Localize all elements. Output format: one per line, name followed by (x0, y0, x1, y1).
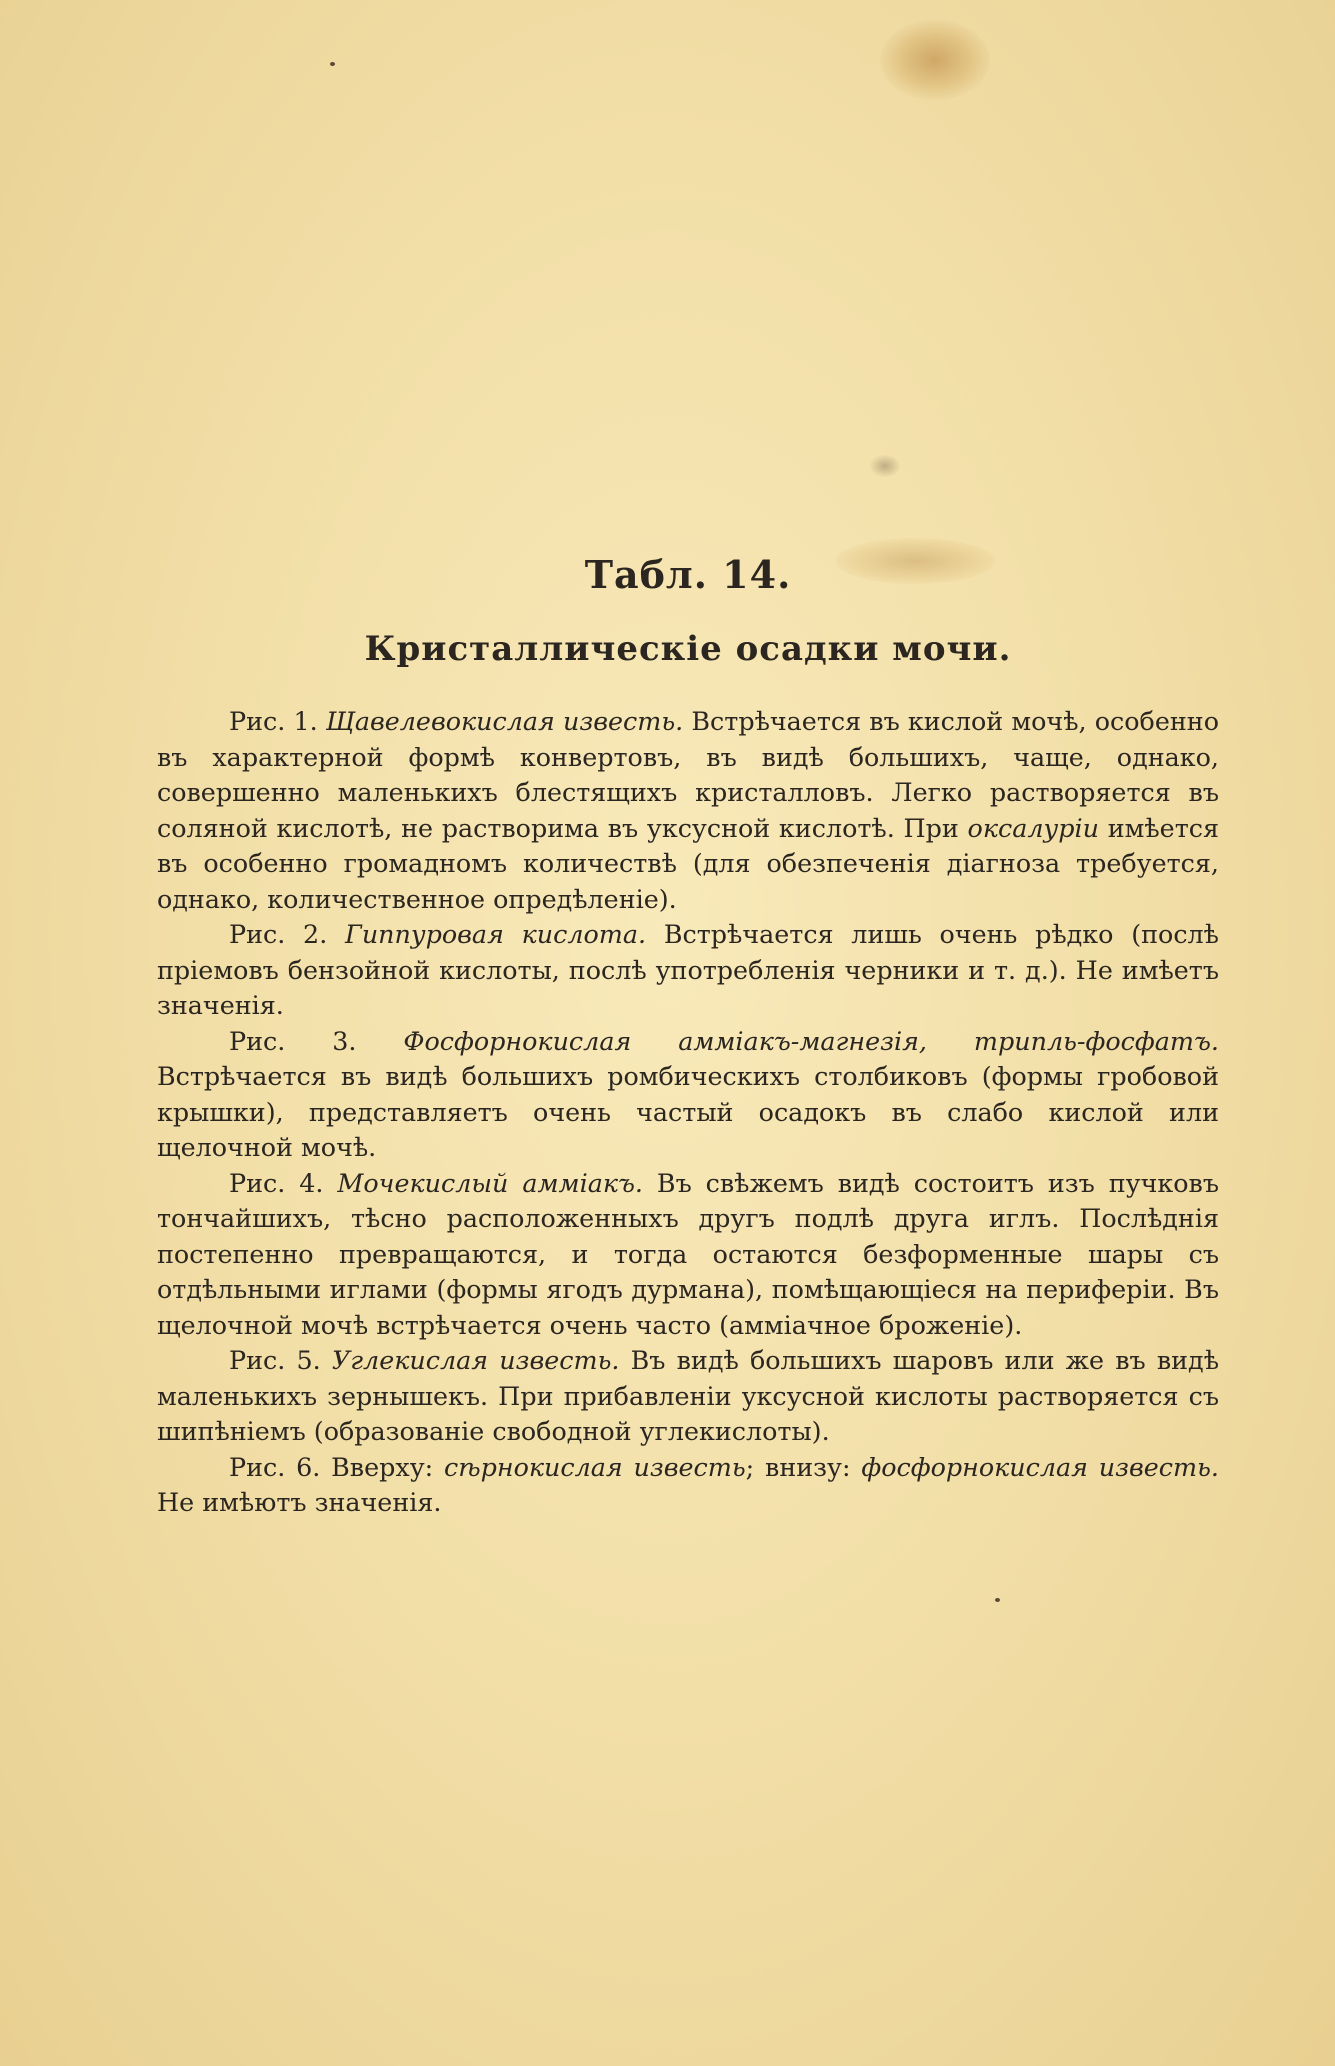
paper-speck (995, 1598, 1000, 1602)
figure-name: Углекислая известь. (331, 1345, 620, 1375)
paper-stain (870, 455, 900, 477)
figure-name: сѣрнокислая известь (444, 1451, 746, 1482)
figure-name: Щавелевокислая известь. (325, 706, 684, 736)
figure-label: Рис. 3. (229, 1025, 357, 1056)
figure-label: Рис. 6. (229, 1451, 321, 1482)
figure-name: трипль-фосфатъ. (973, 1025, 1219, 1056)
figure-prefix: Вверху: (331, 1451, 434, 1482)
figure-caption-2 (157, 917, 1219, 1024)
paper-stain (880, 20, 990, 100)
paper-speck (330, 62, 335, 66)
figure-term: оксалуріи (967, 812, 1099, 843)
figure-label: Рис. 2. (229, 919, 328, 949)
figure-mid: ; внизу: (745, 1451, 851, 1482)
figure-text: Встрѣчается въ видѣ большихъ ромбическихъ столбиковъ (формы гробовой крышки), представляетъ очень частый осадокъ въ слабо кислой или щелочной мочѣ. (157, 1061, 1219, 1162)
figure-caption-4 (157, 1166, 1219, 1344)
figure-text: Не имѣютъ значенія. (157, 1487, 442, 1517)
figure-text: имѣется въ особенно громадномъ количествѣ (для обезпеченія діагноза требуется, однако, количественное опредѣленіе). (157, 812, 1219, 914)
figure-label: Рис. 4. (229, 1167, 324, 1198)
figure-caption-1 (157, 704, 1219, 917)
figure-text: Встрѣчается въ кислой мочѣ, особенно въ характерной формѣ конвертовъ, въ видѣ большихъ, чаще, однако, совершенно маленькихъ блестящихъ кристалловъ. Легко растворяется въ соляной кислотѣ, не растворима въ уксусной кислотѣ. При (157, 706, 1219, 843)
section-title: Кристаллическіе осадки мочи. (364, 629, 1012, 669)
figure-name: Мочекислый аммiакъ. (337, 1167, 643, 1198)
figure-caption-5 (157, 1343, 1219, 1450)
figure-label: Рис. 5. (229, 1345, 321, 1375)
figure-label: Рис. 1. (229, 706, 318, 736)
figure-text: Въ видѣ большихъ шаровъ или же въ видѣ маленькихъ зернышекъ. При прибавленіи уксусной кислоты растворяется съ шипѣніемъ (образованіе свободной углекислоты). (157, 1345, 1219, 1446)
figure-name: Гиппуровая кислота. (345, 919, 647, 949)
document-page (157, 552, 1219, 1521)
figure-name: Фосфорнокислая аммiакъ-магнезія, (403, 1025, 927, 1056)
figure-caption-3 (157, 1024, 1219, 1166)
figure-caption-6 (157, 1450, 1219, 1521)
figure-text: Встрѣчается лишь очень рѣдко (послѣ пріемовъ бензойной кислоты, послѣ употребленія черники и т. д.). Не имѣетъ значенія. (157, 919, 1219, 1020)
figure-text: Въ свѣжемъ видѣ состоитъ изъ пучковъ тончайшихъ, тѣсно расположенныхъ другъ подлѣ друга иглъ. Послѣднія постепенно превращаются, и тогда остаются безформенные шары съ отдѣльными иглами (формы ягодъ дурмана), помѣщающіеся на периферіи. Въ щелочной мочѣ встрѣчается очень часто (аммiачное броженіе). (157, 1167, 1219, 1340)
plate-title: Табл. 14. (584, 552, 792, 597)
figure-name: фосфорнокислая известь. (861, 1451, 1219, 1482)
